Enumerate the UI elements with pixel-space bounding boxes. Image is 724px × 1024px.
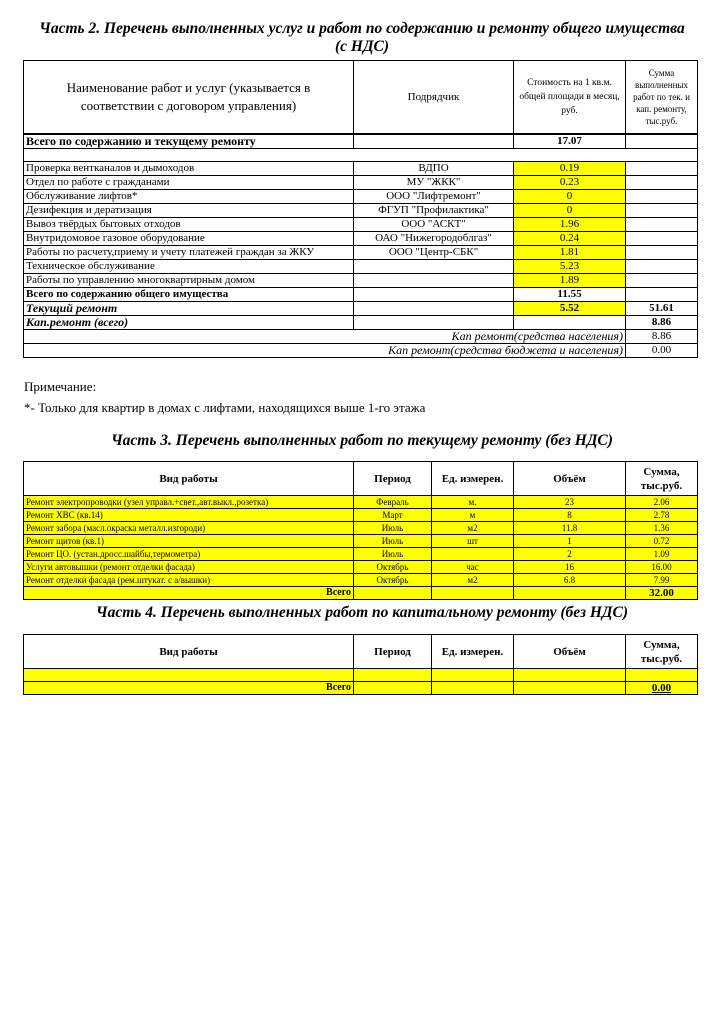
cap-repair-cost (514, 316, 626, 330)
maint-total-row (24, 288, 698, 302)
part3-header-period: Период (354, 462, 432, 496)
service-name: Работы по управлению многоквартирным домом (24, 274, 354, 288)
repair-volume: 6.8 (514, 574, 626, 587)
service-row (24, 218, 698, 232)
service-name: Обслуживание лифтов* (24, 190, 354, 204)
part3-header-work: Вид работы (24, 462, 354, 496)
total-sum (626, 134, 698, 149)
cap-budget-sum: 0.00 (626, 344, 698, 358)
repair-sum: 1.36 (626, 522, 698, 535)
cap-population-row (24, 330, 698, 344)
part4-header-sum: Сумма, тыс.руб. (626, 635, 698, 669)
repair-unit: шт (432, 535, 514, 548)
repair-unit: м2 (432, 574, 514, 587)
note-text: *- Только для квартир в домах с лифтами, находящихся выше 1-го этажа (24, 400, 426, 415)
service-name: Работы по расчету,приему и учету платежей граждан за ЖКУ (24, 246, 354, 260)
part4-header-row (24, 635, 698, 669)
current-repair-sum: 51.61 (626, 302, 698, 316)
service-contractor: ООО "АСКТ" (354, 218, 514, 232)
service-cost: 0 (514, 190, 626, 204)
part2-title (0, 20, 724, 56)
repair-row (24, 548, 698, 561)
header-cost: Стоимость на 1 кв.м. общей площади в месяц, руб. (514, 61, 626, 135)
part2-title-line1: Часть 2. Перечень выполненных услуг и работ по содержанию и ремонту общего имущества (39, 20, 685, 37)
header-sum: Сумма выполненных работ по тек. и кап. ремонту, тыс.руб. (626, 61, 698, 135)
current-repair-row (24, 302, 698, 316)
part3-total-row (24, 587, 698, 600)
repair-unit: м2 (432, 522, 514, 535)
service-row (24, 260, 698, 274)
part4-empty-volume (514, 669, 626, 682)
repair-work: Ремонт ЦО. (устан.дросс.шайбы,термометра) (24, 548, 354, 561)
repair-period: Июль (354, 535, 432, 548)
part4-total-label: Всего (24, 682, 354, 695)
current-repair-contractor (354, 302, 514, 316)
repair-period: Июль (354, 548, 432, 561)
header-name: Наименование работ и услуг (указывается в соответствии с договором управления) (24, 61, 354, 135)
part4-empty-period (354, 669, 432, 682)
part4-total-sum: 0.00 (626, 682, 698, 695)
part4-empty-work (24, 669, 354, 682)
part4-total-period (354, 682, 432, 695)
part3-header-volume: Объём (514, 462, 626, 496)
service-contractor: ООО "Лифтремонт" (354, 190, 514, 204)
maint-total-contractor (354, 288, 514, 302)
repair-volume: 8 (514, 509, 626, 522)
service-sum (626, 204, 698, 218)
part4-empty-unit (432, 669, 514, 682)
repair-sum: 1.09 (626, 548, 698, 561)
part3-header-row (24, 462, 698, 496)
repair-period: Июль (354, 522, 432, 535)
service-name: Проверка вентканалов и дымоходов (24, 162, 354, 176)
cap-repair-sum: 8.86 (626, 316, 698, 330)
repair-volume: 1 (514, 535, 626, 548)
repair-unit: м. (432, 496, 514, 509)
service-sum (626, 190, 698, 204)
service-name: Внутридомовое газовое оборудование (24, 232, 354, 246)
service-name: Вывоз твёрдых бытовых отходов (24, 218, 354, 232)
part3-total-label: Всего (24, 587, 354, 600)
part2-table (23, 60, 698, 358)
service-contractor: ФГУП "Профилактика" (354, 204, 514, 218)
part2-header-row (24, 61, 698, 135)
repair-work: Ремонт забора (масл.окраска металл.изгороди) (24, 522, 354, 535)
service-sum (626, 162, 698, 176)
repair-sum: 16.00 (626, 561, 698, 574)
repair-unit: м (432, 509, 514, 522)
current-repair-label: Текущий ремонт (24, 302, 354, 316)
repair-volume: 23 (514, 496, 626, 509)
repair-row (24, 496, 698, 509)
part3-total-unit (432, 587, 514, 600)
service-cost: 1.81 (514, 246, 626, 260)
part4-header-unit: Ед. измерен. (432, 635, 514, 669)
repair-row (24, 574, 698, 587)
service-sum (626, 232, 698, 246)
note-title: Примечание: (24, 379, 97, 394)
repair-period: Октябрь (354, 574, 432, 587)
repair-period: Октябрь (354, 561, 432, 574)
repair-unit (432, 548, 514, 561)
cap-budget-row (24, 344, 698, 358)
total-label: Всего по содержанию и текущему ремонту (24, 134, 354, 149)
part3-title: Часть 3. Перечень выполненных работ по текущему ремонту (без НДС) (111, 432, 613, 449)
service-row (24, 204, 698, 218)
cap-repair-label: Кап.ремонт (всего) (24, 316, 354, 330)
repair-row (24, 522, 698, 535)
service-cost: 0 (514, 204, 626, 218)
repair-volume: 11.8 (514, 522, 626, 535)
service-cost: 1.96 (514, 218, 626, 232)
part3-rows (24, 496, 698, 587)
service-contractor: ООО "Центр-СБК" (354, 246, 514, 260)
service-cost: 0.23 (514, 176, 626, 190)
service-sum (626, 176, 698, 190)
service-sum (626, 246, 698, 260)
repair-work: Ремонт щитов (кв.1) (24, 535, 354, 548)
service-sum (626, 218, 698, 232)
service-cost: 0.19 (514, 162, 626, 176)
part2-title-line2: (с НДС) (334, 38, 390, 55)
header-contractor: Подрядчик (354, 61, 514, 135)
service-sum (626, 260, 698, 274)
repair-period: Февраль (354, 496, 432, 509)
repair-volume: 2 (514, 548, 626, 561)
part4-empty-row (24, 669, 698, 682)
current-repair-cost: 5.52 (514, 302, 626, 316)
part3-total-period (354, 587, 432, 600)
part3-header-sum: Сумма, тыс.руб. (626, 462, 698, 496)
part4-title: Часть 4. Перечень выполненных работ по капитальному ремонту (без НДС) (95, 604, 629, 621)
repair-row (24, 509, 698, 522)
repair-row (24, 561, 698, 574)
part4-header-period: Период (354, 635, 432, 669)
service-cost: 0.24 (514, 232, 626, 246)
cap-population-label: Кап ремонт(средства населения) (24, 330, 626, 344)
service-name: Техническое обслуживание (24, 260, 354, 274)
service-row (24, 232, 698, 246)
part3-total-volume (514, 587, 626, 600)
part4-table (23, 634, 698, 695)
service-cost: 1.89 (514, 274, 626, 288)
maint-total-sum (626, 288, 698, 302)
cap-repair-contractor (354, 316, 514, 330)
cap-budget-label: Кап ремонт(средства бюджета и населения) (24, 344, 626, 358)
repair-sum: 0.72 (626, 535, 698, 548)
maint-total-label: Всего по содержанию общего имущества (24, 288, 354, 302)
service-contractor: МУ "ЖКК" (354, 176, 514, 190)
service-row (24, 190, 698, 204)
service-row (24, 162, 698, 176)
repair-work: Ремонт отделки фасада (рем.штукат. с а/вышки) (24, 574, 354, 587)
repair-sum: 2.06 (626, 496, 698, 509)
part4-header-volume: Объём (514, 635, 626, 669)
repair-period: Март (354, 509, 432, 522)
repair-work: Услуги автовышки (ремонт отделки фасада) (24, 561, 354, 574)
spacer-row (24, 149, 698, 162)
cap-repair-row (24, 316, 698, 330)
service-sum (626, 274, 698, 288)
service-contractor: ОАО "Нижегородоблгаз" (354, 232, 514, 246)
part4-header-work: Вид работы (24, 635, 354, 669)
service-cost: 5.23 (514, 260, 626, 274)
service-contractor (354, 274, 514, 288)
repair-sum: 2.78 (626, 509, 698, 522)
service-row (24, 176, 698, 190)
service-contractor: ВДПО (354, 162, 514, 176)
repair-sum: 7.99 (626, 574, 698, 587)
part4-total-volume (514, 682, 626, 695)
service-name: Дезифекция и дератизация (24, 204, 354, 218)
service-row (24, 246, 698, 260)
repair-work: Ремонт электропроводки (узел управл.+свет.,авт.выкл.,розетка) (24, 496, 354, 509)
part4-total-unit (432, 682, 514, 695)
repair-work: Ремонт ХВС (кв.14) (24, 509, 354, 522)
cap-population-sum: 8.86 (626, 330, 698, 344)
service-name: Отдел по работе с гражданами (24, 176, 354, 190)
part4-empty-sum (626, 669, 698, 682)
part4-total-row (24, 682, 698, 695)
part3-header-unit: Ед. измерен. (432, 462, 514, 496)
repair-volume: 16 (514, 561, 626, 574)
total-contractor (354, 134, 514, 149)
part3-total-sum: 32.00 (626, 587, 698, 600)
total-cost: 17.07 (514, 134, 626, 149)
part3-table (23, 461, 698, 600)
total-row (24, 134, 698, 149)
repair-unit: час (432, 561, 514, 574)
service-row (24, 274, 698, 288)
repair-row (24, 535, 698, 548)
service-contractor (354, 260, 514, 274)
maint-total-cost: 11.55 (514, 288, 626, 302)
part2-rows (24, 162, 698, 288)
